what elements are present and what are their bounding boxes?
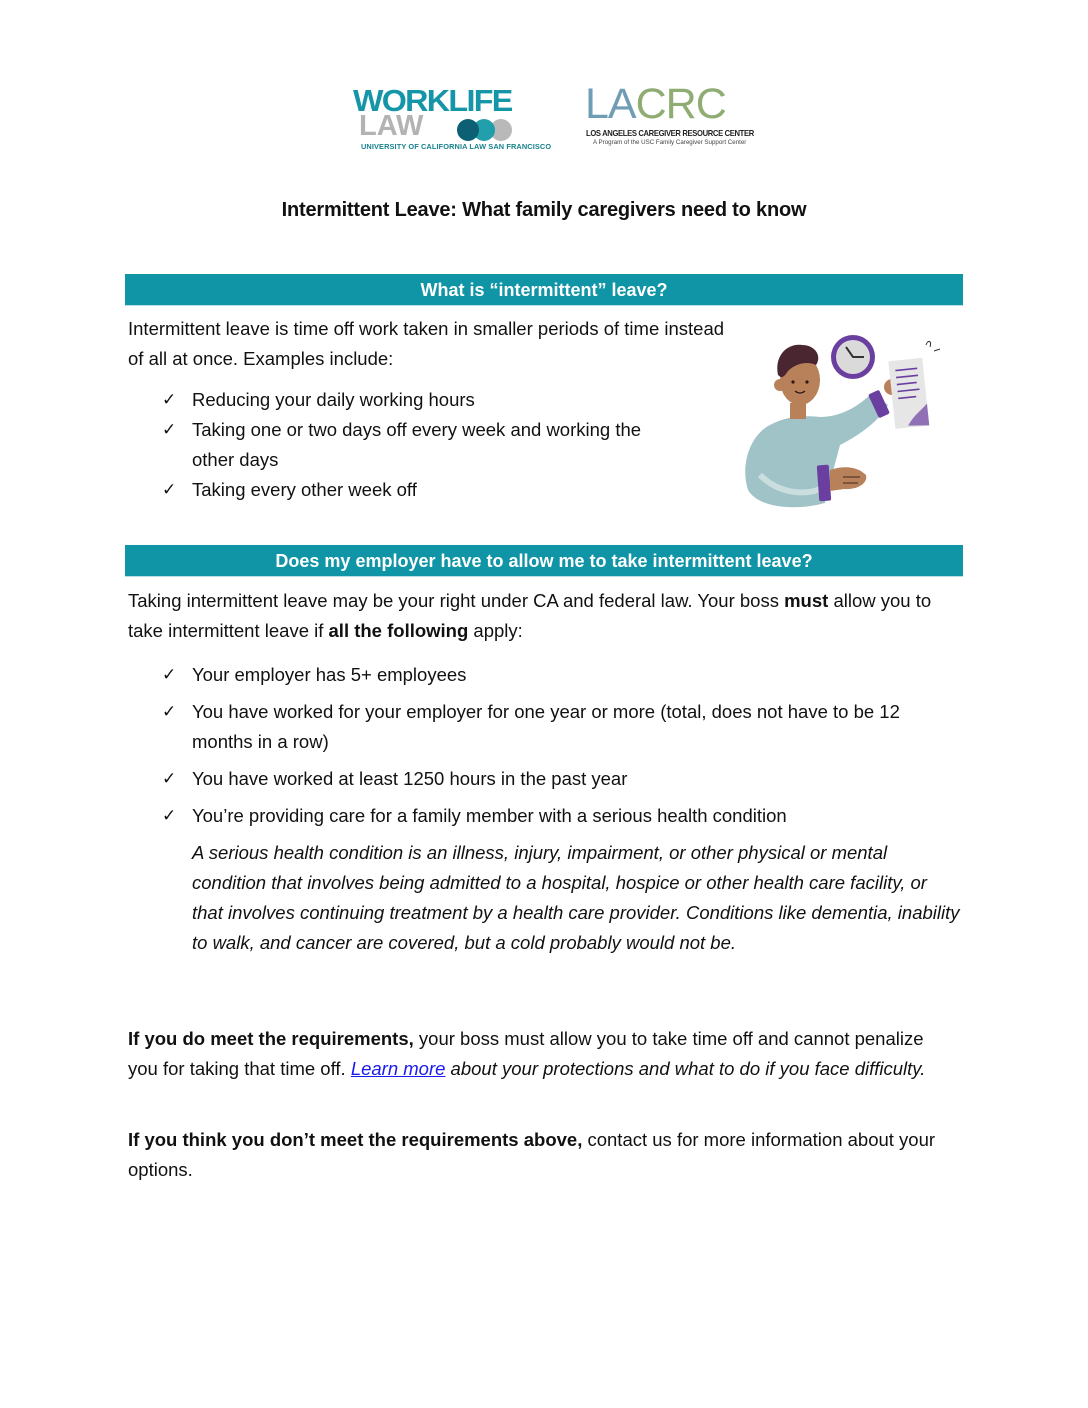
checkmark-icon: ✓	[162, 806, 177, 825]
lacrc-wordmark: LACRC	[585, 80, 726, 128]
list-item: ✓ Taking every other week off	[128, 475, 688, 505]
list-item: ✓ You have worked at least 1250 hours in the past year	[128, 764, 958, 794]
serious-health-condition-definition: A serious health condition is an illness, injury, impairment, or other physical or mental condition that involves being admitted to a hospital, hospice or other health care facility, or that involves continuing treatment by a health care provider. Conditions like dementia, inability to walk, and cancer are covered, but a cold probably would not be.	[192, 842, 960, 953]
section1-intro: Intermittent leave is time off work taken in smaller periods of time instead of all at once. Examples include:	[128, 318, 725, 369]
list-item: ✓ You’re providing care for a family member with a serious health condition	[128, 801, 958, 831]
requirements-checklist	[128, 660, 958, 838]
dont-meet-requirements-paragraph: If you think you don’t meet the requirements above, contact us for more information about your options.	[128, 1129, 936, 1180]
worklife-circles-icon	[457, 119, 517, 141]
meet-requirements-paragraph: If you do meet the requirements, your boss must allow you to take time off and cannot penalize you for taking that time off. Learn more about your protections and what to do if you face difficulty.	[128, 1028, 926, 1079]
checkmark-icon: ✓	[162, 665, 177, 684]
worklife-law-logo	[353, 83, 552, 152]
person-with-document-illustration	[740, 325, 950, 515]
lacrc-program-line: A Program of the USC Family Caregiver Support Center	[593, 139, 747, 146]
logo-header	[0, 80, 1088, 156]
learn-more-link[interactable]: Learn more	[350, 1058, 446, 1079]
section2-intro: Taking intermittent leave may be your right under CA and federal law. Your boss must allow you to take intermittent leave if all the following apply:	[128, 590, 932, 641]
checkmark-icon: ✓	[162, 769, 177, 788]
checkmark-icon: ✓	[162, 420, 177, 439]
checkmark-icon: ✓	[162, 480, 177, 499]
list-item: ✓ You have worked for your employer for one year or more (total, does not have to be 12 months in a row)	[128, 697, 958, 757]
list-item: ✓ Your employer has 5+ employees	[128, 660, 958, 690]
list-item: ✓ Reducing your daily working hours	[128, 385, 688, 415]
examples-checklist	[128, 385, 688, 505]
list-item: ✓ Taking one or two days off every week and working the other days	[128, 415, 688, 475]
checkmark-icon: ✓	[162, 390, 177, 409]
section-heading-what-is: What is “intermittent” leave?	[125, 274, 963, 306]
section-heading-employer-allow: Does my employer have to allow me to take intermittent leave?	[125, 545, 963, 577]
lacrc-full-name: LOS ANGELES CAREGIVER RESOURCE CENTER	[586, 128, 754, 138]
checkmark-icon: ✓	[162, 702, 177, 721]
worklife-logo-line1: WORKLIFE	[353, 83, 512, 118]
caregiver-illustration-icon	[740, 325, 950, 515]
lacrc-logo	[585, 80, 754, 152]
page-title: Intermittent Leave: What family caregivers need to know	[281, 199, 807, 221]
worklife-logo-line2: LAW	[359, 110, 424, 142]
worklife-logo-tagline: UNIVERSITY OF CALIFORNIA LAW SAN FRANCISCO	[361, 142, 552, 151]
